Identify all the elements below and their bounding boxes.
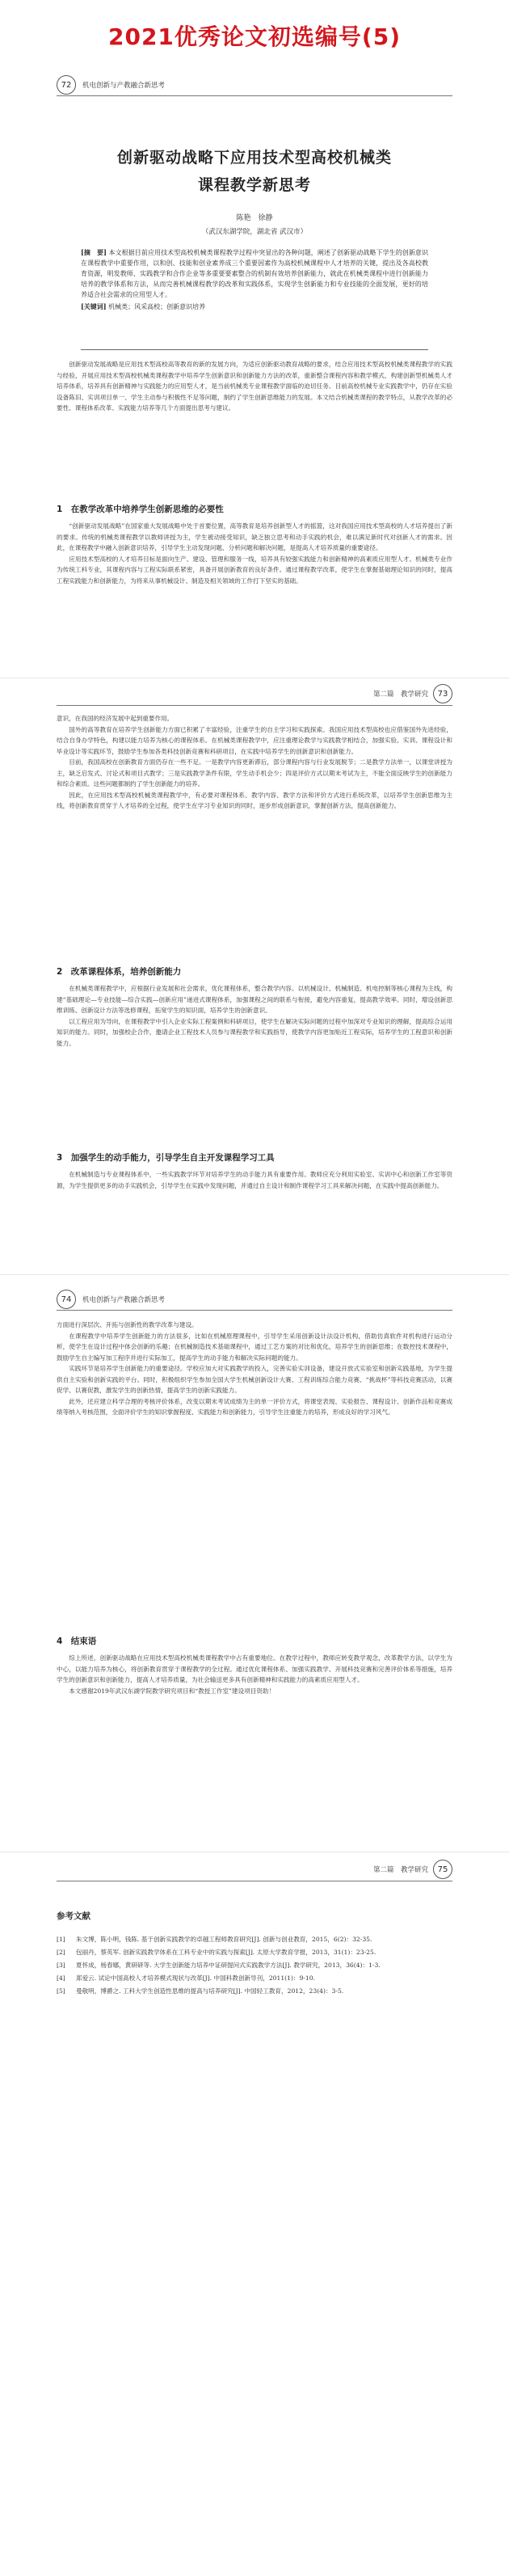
page-header bbox=[57, 1289, 452, 1310]
paper-title-line2: 课程教学新思考 bbox=[197, 176, 311, 194]
section-3-heading: 3 加强学生的动手能力，引导学生自主开发课程学习工具 bbox=[57, 1153, 275, 1163]
header-text: 机电创新与产教融合新思考 bbox=[82, 1296, 166, 1304]
paragraph: 意识，在我国的经济发展中起到重要作用。 bbox=[57, 715, 174, 722]
section-4-heading: 4 结束语 bbox=[57, 1636, 97, 1646]
paragraph: 应用技术型高校的人才培养目标是面向生产、建设、管理和服务一线，培养具有较强实践能力和创新精神的高素质应用型人才。机械类专业作为传统工科专业，其课程内容与工程实际联系紧密，具备开展创新教育的良好条件。通过课程教学改革，使学生在掌握基础理论知识的同时，提高工程实践能力和创新能力，为将来从事机械设计、制造及相关领域的工作打下坚实的基础。 bbox=[57, 555, 452, 585]
page-number: 74 bbox=[57, 1290, 76, 1309]
paragraph: 目前，我国高校在创新教育方面仍存在一些不足。一是教学内容更新滞后，部分课程内容与行业发展脱节；二是教学方法单一，以课堂讲授为主，缺乏启发式、讨论式和项目式教学；三是实践教学条件有限，学生动手机会少；四是评价方式以期末考试为主，不能全面反映学生的创新能力和综合素质。这些问题都制约了学生创新能力的培养。 bbox=[57, 758, 452, 788]
abstract bbox=[81, 247, 428, 312]
page-number: 73 bbox=[433, 684, 452, 703]
paragraph: 实践环节是培养学生创新能力的重要途径。学校应加大对实践教学的投入，完善实验实训设备，建设开放式实验室和创新实践基地，为学生提供自主实验和创新实践的平台。同时，积极组织学生参加全国大学生机械创新设计大赛、工程训练综合能力竞赛、“挑战杯”等科技竞赛活动，以赛促学、以赛促教，激发学生的创新热情，提高学生的创新实践能力。 bbox=[57, 1365, 452, 1394]
abstract-text: 本文根据目前应用技术型高校机械类课程教学过程中突显出的各种问题，阐述了创新驱动战略下学生的创新意识在课程教学中重要作用，以和创、技能和创业素养成三个重要因素作为高校机械课程中人才培养的关键，提出及各高校教育资源，明发教师、实践教学和合作企业等多重要要素整合的机制有效培养创新能力，就此在机械类课程中进行创新能力培养的教学体系和方法，从而完善机械课程教学的改革和实践体系，实现学生创新能力和专业技能的全面发展，更好的培养适合社会需求的应用型人才。 bbox=[81, 249, 429, 298]
page-header bbox=[57, 74, 452, 95]
paragraph: 创新驱动发展战略是应用技术型高校高等教育的新的发展方向，为适应创新驱动教育战略的要求，结合应用技术型高校机械类课程教学的实践与经验，开展应用技术型高校机械类课程教学中培养学生创新意识和创新能力方法的改革，重新整合课程内容和教学模式，构建创新型机械类人才培养体系，培养具有创新精神与实践能力的应用型人才，是当前机械类专业课程教学面临的迫切任务。目前高校机械专业实践教学中，仍存在实验设备陈旧、实训项目单一、学生主动参与积极性不足等问题，制约了学生创新思维能力的发展。本文结合机械类课程的教学特点，从教学改革的必要性、课程体系改革、实践能力培养等几个方面提出思考与建议。 bbox=[57, 361, 452, 412]
page-3-text bbox=[57, 1320, 452, 1418]
paragraph: 在课程教学中培养学生创新能力的方法很多，比如在机械原理课程中，引导学生采用创新设计法设计机构，借助仿真软件对机构进行运动分析，使学生在设计过程中体会创新的乐趣；在机械制造技术基础课程中，通过工艺方案的对比和优化，培养学生的创新思维；在数控技术课程中，鼓励学生自主编写加工程序并进行实际加工，提高学生的动手能力和解决实际问题的能力。 bbox=[57, 1332, 452, 1362]
paragraph: 国外的高等教育在培养学生创新能力方面已积累了丰富经验，注重学生的自主学习和实践探索。我国应用技术型高校也应借鉴国外先进经验，结合自身办学特色，构建以能力培养为核心的课程体系。在机械类课程教学中，应注重理论教学与实践教学相结合，加强实验、实训、课程设计和毕业设计等实践环节，鼓励学生参加各类科技创新竞赛和科研项目，在实践中培养学生的创新意识和创新能力。 bbox=[57, 725, 452, 755]
document-title: 2021优秀论文初选编号(5) bbox=[107, 23, 401, 50]
keywords-label: [关键词] bbox=[81, 302, 107, 310]
page-number: 75 bbox=[433, 1860, 452, 1879]
section-4-text bbox=[57, 1653, 452, 1696]
section-3-text bbox=[57, 1169, 452, 1191]
paragraph: “创新驱动发展战略”在国家重大发展战略中处于首要位置，高等教育是培养创新型人才的摇篮，这对我国应用技术型高校的人才培养提出了新的要求。传统的机械类课程教学以教师讲授为主，学生被动接受知识，缺乏独立思考和动手实践的机会，难以满足新时代对创新人才的需求。因此，在课程教学中融入创新意识培养，引导学生主动发现问题、分析问题和解决问题，是提高人才培养质量的重要途径。 bbox=[57, 522, 452, 551]
header-rule bbox=[57, 1310, 452, 1311]
header-text: 机电创新与产教融合新思考 bbox=[82, 82, 166, 90]
section-2-heading: 2 改革课程体系，培养创新能力 bbox=[57, 967, 182, 977]
page-number: 72 bbox=[57, 75, 76, 95]
reference-item: [1] 朱文博，陈小明，钱陈. 基于创新实践教学的卓越工程师教育研究[J]. 创新与创业教育，2015，6(2)：32-35. bbox=[57, 1936, 372, 1943]
reference-item: [2] 包丽丹，蔡英军. 创新实践教学体系在工科专业中的实践与探索[J]. 太原大学教育学报，2013，31(1)：23-25. bbox=[57, 1949, 376, 1956]
section-1-text bbox=[57, 521, 452, 586]
page-2-text bbox=[57, 713, 452, 812]
paragraph: 以工程应用为导向，在课程教学中引入企业实际工程案例和科研项目，使学生在解决实际问题的过程中加深对专业知识的理解，提高综合运用知识的能力。同时，加强校企合作，邀请企业工程技术人员参与课程教学和实践指导，使教学内容更加贴近工程实际，培养学生的工程意识和创新能力。 bbox=[57, 1017, 452, 1047]
paragraph: 在机械制造与专业课程体系中，一些实践教学环节对培养学生的动手能力具有重要作用。教师应充分利用实验室、实训中心和创新工作室等资源，为学生提供更多的动手实践机会，引导学生在实践中发现问题，并通过自主设计和制作课程学习工具来解决问题，在实践中提高创新能力。 bbox=[57, 1171, 452, 1189]
paper-title-line1: 创新驱动战略下应用技术型高校机械类 bbox=[116, 149, 392, 167]
page-footer bbox=[307, 684, 452, 703]
affiliation: （武汉东湖学院，湖北省 武汉市） bbox=[201, 228, 308, 236]
header-rule bbox=[57, 705, 452, 706]
paragraph: 在机械类课程教学中，应根据行业发展和社会需求，优化课程体系，整合教学内容。以机械设计、机械制造、机电控制等核心课程为主线，构建“基础理论—专业技能—综合实践—创新应用”递进式课程体系，加强课程之间的联系与衔接，避免内容重复，提高教学效率。同时，增设创新思维训练、创新设计方法等选修课程，拓宽学生的知识面，培养学生的创新意识。 bbox=[57, 985, 452, 1014]
footer-text: 第二篇 教学研究 bbox=[372, 1866, 428, 1874]
paragraph: 此外，还应建立科学合理的考核评价体系，改变以期末考试成绩为主的单一评价方式，将课堂表现、实验报告、课程设计、创新作品和竞赛成绩等纳入考核范围，全面评价学生的知识掌握程度、实践能力和创新能力，引导学生注重能力的培养，形成良好的学习风气。 bbox=[57, 1397, 452, 1416]
abstract-label: [摘 要] bbox=[81, 248, 107, 256]
section-1-heading: 1 在教学改革中培养学生创新思维的必要性 bbox=[57, 505, 224, 514]
reference-list bbox=[57, 1934, 452, 1999]
intro-text bbox=[57, 359, 452, 414]
reference-item: [5] 曼敬明，博爵之. 工科大学生创造性思维的提高与培养研究[J]. 中国轻工教育，2012，23(4)：3-5. bbox=[57, 1987, 344, 1995]
page-footer bbox=[307, 1860, 452, 1879]
paragraph: 方面进行深层次、开拓与创新性的教学改革与建设。 bbox=[57, 1321, 198, 1328]
author: 陈艳 徐静 bbox=[236, 214, 273, 222]
keywords-text: 机械类；风采高校；创新意识培养 bbox=[108, 303, 206, 310]
abstract-rule bbox=[81, 349, 428, 350]
paragraph: 本文感谢2019年武汉东湖学院教学研究项目和“教授工作室”建设项目资助！ bbox=[69, 1687, 276, 1695]
paragraph: 因此，在应用技术型高校机械类课程教学中，有必要对课程体系、教学内容、教学方法和评价方式进行系统改革，以培养学生创新思维为主线，将创新教育贯穿于人才培养的全过程，使学生在学习专业知识的同时，逐步形成创新意识，掌握创新方法，提高创新能力。 bbox=[57, 791, 452, 809]
references-heading: 参考文献 bbox=[57, 1911, 90, 1921]
footer-text: 第二篇 教学研究 bbox=[372, 690, 428, 699]
page-divider bbox=[0, 1274, 509, 1275]
header-rule bbox=[57, 95, 452, 96]
reference-item: [4] 郑爱云. 试论中国高校人才培养模式现状与改革[J]. 中国科教创新导刊，2011(1)：9-10. bbox=[57, 1974, 315, 1982]
reference-item: [3] 夏怀成，杨春娜，黄研研等. 大学生创新能力培养中证研提问式实践教学方法[J]. 教学研究，2013，36(4)：1-3. bbox=[57, 1962, 381, 1969]
paragraph: 综上所述，创新驱动战略在应用技术型高校机械类课程教学中占有重要地位。在教学过程中，教师应转变教学观念，改革教学方法，以学生为中心，以能力培养为核心，将创新教育贯穿于课程教学的全过程。通过优化课程体系、加强实践教学、开展科技竞赛和完善评价体系等措施，培养学生的创新意识和创新能力，提高人才培养质量，为社会输送更多具有创新精神和实践能力的高素质应用型人才。 bbox=[57, 1654, 452, 1683]
section-2-text bbox=[57, 983, 452, 1049]
